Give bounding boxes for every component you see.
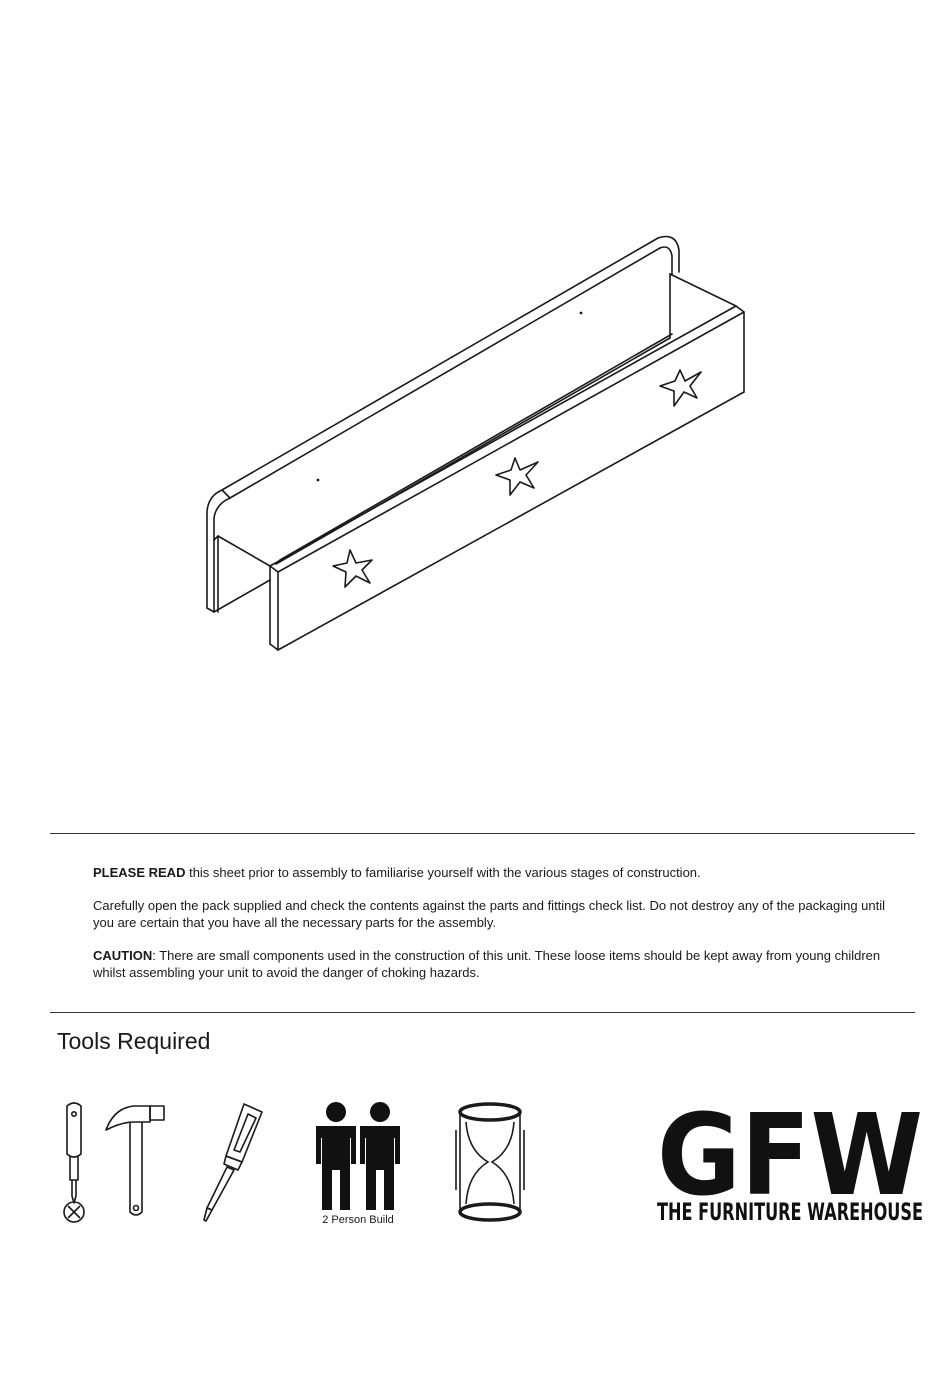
hammer-icon [104, 1100, 170, 1220]
two-person-icon [310, 1100, 406, 1215]
caution-text: : There are small components used in the construction of this unit. These loose items should be kept away from young children whilst assembling your unit to avoid the danger of choking hazards. [93, 948, 881, 980]
assembly-notice [93, 864, 893, 997]
check-contents-paragraph: Carefully open the pack supplied and check the contents against the parts and fittings check list. Do not destroy any of the packaging until you are certain that you have all the necessary parts for the assembly. [93, 898, 886, 930]
caution-label: CAUTION [93, 948, 153, 963]
please-read-text: this sheet prior to assembly to familiarise yourself with the various stages of construction. [185, 865, 701, 880]
hourglass-icon [450, 1100, 530, 1224]
flat-screwdriver-icon [198, 1100, 270, 1224]
caution-paragraph [93, 947, 893, 981]
please-read-label: PLEASE READ [93, 865, 186, 880]
gfw-tagline: THE FURNITURE WAREHOUSE [657, 1198, 923, 1226]
tools-required-heading: Tools Required [57, 1028, 211, 1054]
bottom-divider [50, 1012, 915, 1013]
two-person-build-label: 2 Person Build [322, 1214, 394, 1226]
gfw-logo-text: GFW [657, 1100, 923, 1221]
please-read-paragraph [93, 864, 893, 881]
top-divider [50, 833, 915, 834]
gfw-logo [655, 1100, 925, 1226]
cross-screwdriver-icon [56, 1100, 92, 1224]
